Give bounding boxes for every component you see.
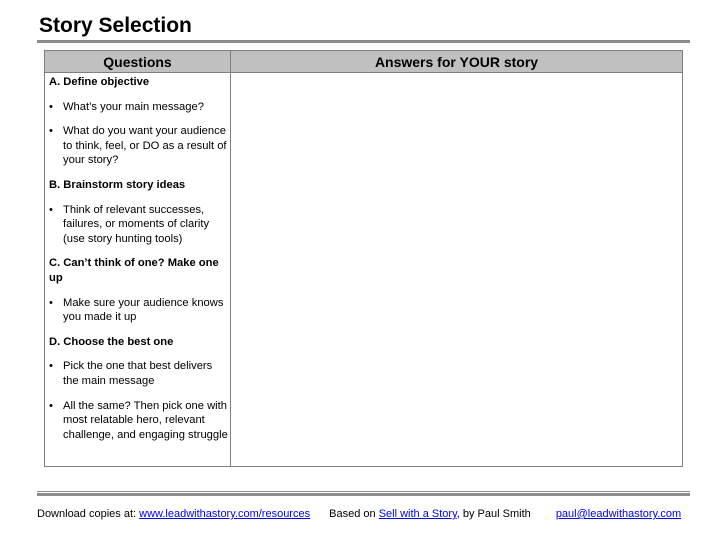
section-a-bullets <box>49 100 229 168</box>
list-item: • Make sure your audience knows you made it up <box>49 296 229 325</box>
questions-column <box>49 75 229 452</box>
questions-header: Questions <box>103 54 172 70</box>
footer-rule-bottom <box>37 493 690 496</box>
answers-header: Answers for YOUR story <box>374 54 539 70</box>
section-b-bullets <box>49 203 229 247</box>
list-item: • What do you want your audience to think, feel, or DO as a result of your story? <box>49 124 229 168</box>
list-item: • Pick the one that best delivers the main message <box>49 359 229 388</box>
list-item: • What’s your main message? <box>49 100 229 115</box>
page-title: Story Selection <box>39 14 192 37</box>
footer <box>37 507 697 521</box>
answers-input-area[interactable] <box>231 73 682 466</box>
section-heading-d: D. Choose the best one <box>49 335 174 348</box>
section-heading-c: C. Can’t think of one? Make one up <box>49 257 219 284</box>
author-credit: , by Paul Smith <box>456 508 531 520</box>
section-d-bullets <box>49 359 229 442</box>
story-selection-table <box>44 50 683 467</box>
footer-rule-top <box>37 491 690 492</box>
email-link[interactable]: paul@leadwithastory.com <box>555 508 682 520</box>
download-prefix: Download copies at: <box>37 508 137 520</box>
resources-link[interactable]: www.leadwithastory.com/resources <box>139 508 311 520</box>
title-rule <box>37 40 690 43</box>
table-header <box>45 51 682 73</box>
based-on-prefix: Based on <box>329 508 376 520</box>
section-heading-b: B. Brainstorm story ideas <box>49 178 186 191</box>
section-c-bullets <box>49 296 229 325</box>
section-heading-a: A. Define objective <box>49 76 150 88</box>
list-item: • Think of relevant successes, failures, or moments of clarity (use story hunting tools) <box>49 203 229 247</box>
list-item: • All the same? Then pick one with most relatable hero, relevant challenge, and engaging struggle <box>49 399 229 443</box>
book-link[interactable]: Sell with a Story <box>378 508 457 520</box>
